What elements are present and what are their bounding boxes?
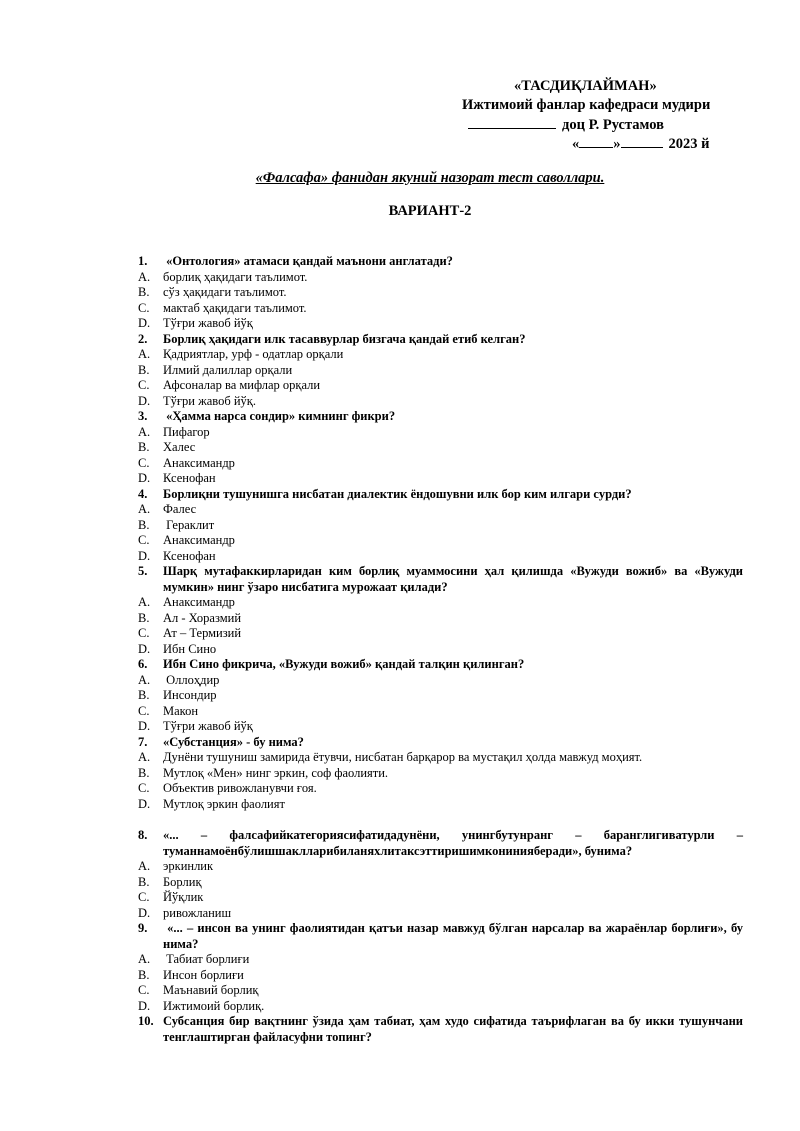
option-text: эркинлик — [163, 859, 214, 873]
question-text: «Ҳамма нарса сондир» кимнинг фикри? — [163, 409, 396, 423]
option-letter: D. — [138, 796, 151, 811]
approval-date-line — [462, 135, 762, 154]
question-number: 8. — [138, 828, 148, 842]
option-text: Йўқлик — [163, 890, 204, 904]
option-letter: C. — [138, 626, 150, 640]
question — [138, 254, 743, 270]
answer-option — [138, 518, 743, 534]
answer-option — [138, 270, 743, 286]
answer-option — [138, 378, 743, 394]
option-text: Маънавий борлиқ — [163, 983, 259, 997]
option-text: Мутлоқ «Мен» нинг эркин, соф фаолияти. — [163, 765, 389, 780]
option-text: Пифагор — [163, 424, 210, 439]
option-letter: C. — [138, 890, 150, 904]
option-text: Тўғри жавоб йўқ. — [163, 393, 256, 408]
question-text: «Онтология» атамаси қандай маънони англатади? — [163, 254, 453, 268]
option-text: Фалес — [163, 502, 197, 516]
question-number: 2. — [138, 331, 148, 346]
option-text: Анаксимандр — [163, 595, 235, 609]
option-letter: D. — [138, 905, 151, 920]
question-number: 6. — [138, 657, 148, 671]
option-text: Борлиқ — [163, 874, 202, 889]
option-letter: B. — [138, 688, 150, 702]
option-letter: A. — [138, 750, 151, 764]
answer-option — [138, 595, 743, 611]
option-text: Ижтимоий борлиқ. — [163, 998, 265, 1013]
option-text: Ксенофан — [163, 471, 216, 485]
answer-option — [138, 456, 743, 472]
answer-option — [138, 952, 743, 968]
option-letter: C. — [138, 378, 150, 392]
answer-option — [138, 533, 743, 549]
option-text: Ксенофан — [163, 548, 216, 563]
answer-option — [138, 797, 743, 813]
answer-option — [138, 301, 743, 317]
signature-blank — [468, 115, 556, 129]
answer-option — [138, 642, 743, 658]
option-text: Ат – Термизий — [163, 626, 242, 640]
option-text: Оллоҳдир — [163, 672, 220, 687]
option-letter: B. — [138, 874, 150, 889]
option-letter: C. — [138, 781, 150, 795]
answer-option — [138, 673, 743, 689]
approval-signature: доц Р. Рустамов — [562, 117, 664, 133]
option-letter: D. — [138, 393, 151, 408]
answer-option — [138, 890, 743, 906]
answer-option — [138, 859, 743, 875]
option-text: Дунёни тушуниш замирида ётувчи, нисбатан барқарор ва мустақил ҳолда мавжуд моҳият. — [163, 750, 643, 764]
option-letter: B. — [138, 610, 150, 625]
question-text: «Субстанция» - бу нима? — [163, 734, 304, 749]
option-text: Анаксимандр — [163, 455, 235, 470]
question-text: Субсанция бир вақтнинг ўзида ҳам табиат, ҳам худо сифатида таърифлаган ва бу икки тушунчани тенглаштирган файласуфни топинг? — [163, 1014, 747, 1044]
option-text: ривожланиш — [163, 905, 232, 920]
option-letter: A. — [138, 424, 151, 439]
spacer — [138, 812, 743, 828]
approval-signature-line — [462, 115, 762, 135]
option-letter: B. — [138, 517, 150, 532]
question-text: Шарқ мутафаккирларидан ким борлиқ муаммосини ҳал қилишда «Вужуди вожиб» ва «Вужуди мумкин» нинг ўзаро нисбатига мурожаат қилади? — [163, 564, 747, 594]
option-letter: A. — [138, 502, 151, 516]
option-letter: C. — [138, 983, 150, 997]
question — [138, 1014, 747, 1045]
question-number: 4. — [138, 486, 148, 501]
answer-option — [138, 611, 743, 627]
option-letter: C. — [138, 455, 150, 470]
option-letter: C. — [138, 300, 150, 315]
option-letter: B. — [138, 967, 150, 982]
day-blank — [579, 135, 613, 148]
question — [138, 828, 747, 859]
question-text: Борлиқ ҳақидаги илк тасаввурлар бизгача қандай етиб келган? — [163, 331, 526, 346]
option-text: Анаксимандр — [163, 533, 235, 547]
question — [138, 332, 743, 348]
answer-option — [138, 968, 743, 984]
date-mid-quote: » — [613, 136, 621, 152]
answer-option — [138, 781, 743, 797]
question — [138, 921, 747, 952]
option-text: Табиат борлиғи — [163, 952, 250, 966]
option-letter: A. — [138, 859, 151, 873]
question — [138, 564, 747, 595]
answer-option — [138, 425, 743, 441]
question — [138, 409, 743, 425]
option-letter: B. — [138, 765, 150, 780]
answer-option — [138, 316, 743, 332]
option-text: мактаб ҳақидаги таълимот. — [163, 300, 307, 315]
question-text: Борлиқни тушунишга нисбатан диалектик ёндошувни илк бор ким илгари сурди? — [163, 486, 632, 501]
option-text: сўз ҳақидаги таълимот. — [163, 285, 287, 299]
option-text: Ал - Хоразмий — [163, 610, 242, 625]
option-letter: D. — [138, 719, 151, 733]
answer-option — [138, 347, 743, 363]
option-letter: D. — [138, 316, 151, 330]
approval-title: «ТАСДИҚЛАЙМАН» — [514, 78, 657, 94]
option-text: борлиқ ҳақидаги таълимот. — [163, 269, 308, 284]
answer-option — [138, 471, 743, 487]
answer-option — [138, 999, 743, 1015]
answer-option — [138, 394, 743, 410]
option-text: Тўғри жавоб йўқ — [163, 316, 253, 330]
question — [138, 487, 743, 503]
answer-option — [138, 906, 743, 922]
option-text: Афсоналар ва мифлар орқали — [163, 378, 321, 392]
question — [138, 657, 743, 673]
answer-option — [138, 285, 743, 301]
option-letter: A. — [138, 672, 151, 687]
answer-option — [138, 704, 743, 720]
question-text: «... – фалсафийкатегориясифатидадунёни, унингбутунранг – баранглигиватурли – туманнамоёнбўлишшаклларибиланяхлитаксэттиришимконинияберади», бунима? — [163, 828, 747, 858]
answer-option — [138, 875, 743, 891]
date-open-quote: « — [572, 136, 580, 152]
option-letter: A. — [138, 595, 151, 609]
answer-option — [138, 750, 743, 766]
option-letter: A. — [138, 347, 151, 361]
document-title: «Фалсафа» фанидан якуний назорат тест саволлари. — [255, 170, 605, 186]
question-number: 1. — [138, 254, 148, 268]
month-blank — [621, 135, 663, 148]
answer-option — [138, 766, 743, 782]
option-text: Илмий далиллар орқали — [163, 362, 293, 377]
option-letter: C. — [138, 533, 150, 547]
option-letter: A. — [138, 269, 151, 284]
option-text: Тўғри жавоб йўқ — [163, 719, 253, 733]
variant-heading: ВАРИАНТ-2 — [388, 203, 472, 219]
option-text: Мутлоқ эркин фаолият — [163, 796, 285, 811]
question-number: 5. — [138, 564, 148, 578]
option-text: Макон — [163, 703, 199, 718]
option-letter: B. — [138, 440, 150, 454]
option-text: Инсондир — [163, 688, 217, 702]
date-year: 2023 й — [668, 136, 710, 152]
answer-option — [138, 440, 743, 456]
question — [138, 735, 743, 751]
answer-option — [138, 502, 743, 518]
option-letter: D. — [138, 471, 151, 485]
option-letter: D. — [138, 998, 151, 1013]
option-text: Гераклит — [163, 517, 215, 532]
question-number: 3. — [138, 409, 148, 423]
answer-option — [138, 719, 743, 735]
question-text: «... – инсон ва унинг фаолиятидан қатъи назар мавжуд бўлган нарсалар ва жараёнлар борлиғи», бу нима? — [163, 921, 747, 951]
option-text: Ибн Сино — [163, 641, 217, 656]
answer-option — [138, 626, 743, 642]
option-letter: C. — [138, 703, 150, 718]
option-letter: D. — [138, 548, 151, 563]
question-text: Ибн Сино фикрича, «Вужуди вожиб» қандай талқин қилинган? — [163, 657, 525, 671]
answer-option — [138, 549, 743, 565]
option-text: Инсон борлиғи — [163, 967, 244, 982]
option-text: Қадриятлар, урф - одатлар орқали — [163, 347, 344, 361]
option-text: Халес — [163, 440, 196, 454]
question-number: 9. — [138, 921, 148, 935]
option-letter: A. — [138, 952, 151, 966]
question-list — [138, 254, 747, 1045]
answer-option — [138, 688, 743, 704]
option-letter: D. — [138, 641, 151, 656]
question-number: 7. — [138, 734, 148, 749]
approval-block — [462, 77, 762, 154]
answer-option — [138, 983, 743, 999]
option-letter: B. — [138, 285, 150, 299]
answer-option — [138, 363, 743, 379]
option-letter: B. — [138, 362, 150, 377]
approval-position: Ижтимоий фанлар кафедраси мудири — [462, 97, 711, 113]
question-number: 10. — [138, 1014, 154, 1028]
option-text: Объектив ривожланувчи ғоя. — [163, 781, 317, 795]
